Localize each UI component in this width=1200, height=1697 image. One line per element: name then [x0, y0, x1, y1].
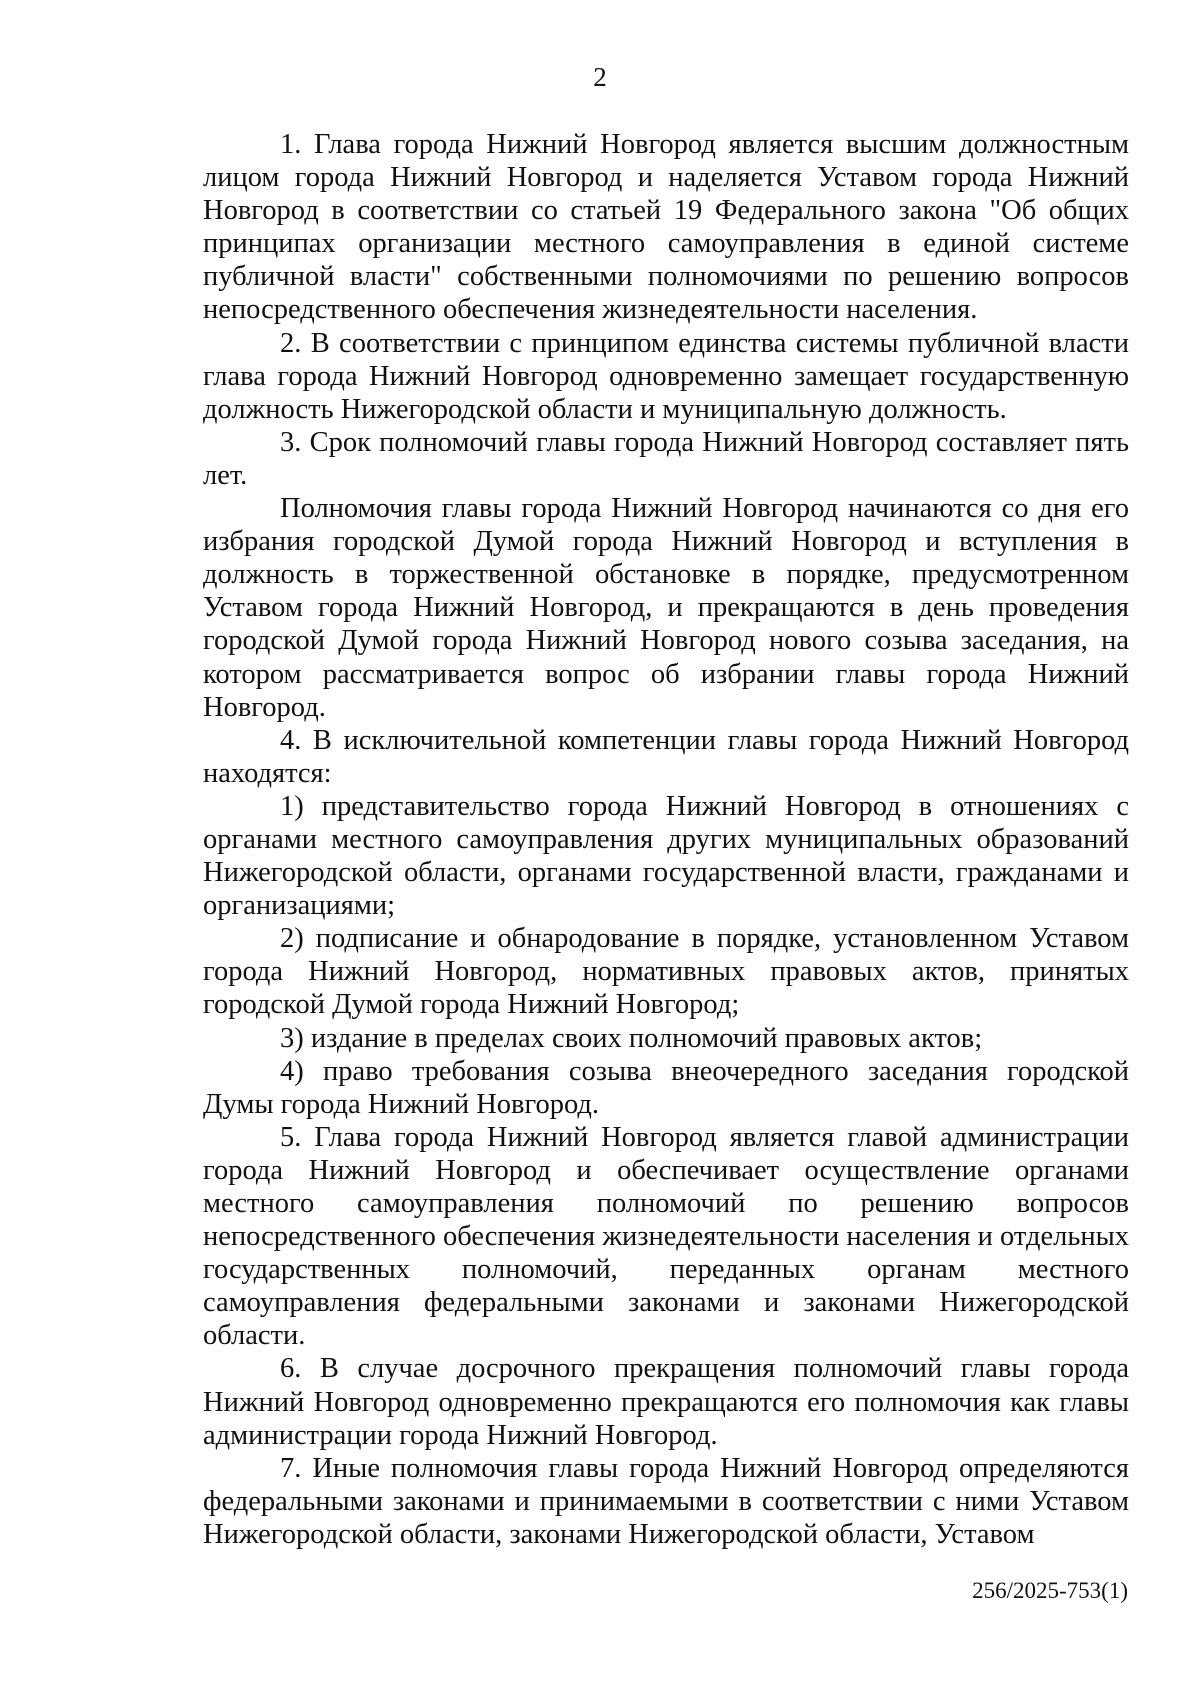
- paragraph-7: 7. Иные полномочия главы города Нижний Новгород определяются федеральными законами и принимаемыми в соответствии с ними Уставом Нижегородской области, законами Нижегородской области, Уставом: [203, 1452, 1129, 1550]
- list-item-1: 1) представительство города Нижний Новгород в отношениях с органами местного самоуправления других муниципальных образований Нижегородской области, органами государственной власти, гражданами и организациями;: [203, 790, 1129, 922]
- paragraph-3: 3. Срок полномочий главы города Нижний Новгород составляет пять лет.: [203, 426, 1129, 491]
- document-body: [203, 128, 1129, 1551]
- paragraph-2: 2. В соответствии с принципом единства системы публичной власти глава города Нижний Новгород одновременно замещает государственную должность Нижегородской области и муниципальную должность.: [203, 327, 1129, 425]
- page-number: 2: [593, 62, 607, 92]
- paragraph-1: 1. Глава города Нижний Новгород является высшим должностным лицом города Нижний Новгород и наделяется Уставом города Нижний Новгород в соответствии со статьей 19 Федерального закона "Об общих принципах организации местного самоуправления в единой системе публичной власти" собственными полномочиями по решению вопросов непосредственного обеспечения жизнедеятельности населения.: [203, 129, 1129, 326]
- document-code: 256/2025-753(1): [972, 1578, 1128, 1603]
- list-item-2: 2) подписание и обнародование в порядке, установленном Уставом города Нижний Новгород, нормативных правовых актов, принятых городской Думой города Нижний Новгород;: [203, 923, 1129, 1021]
- paragraph-4: 4. В исключительной компетенции главы города Нижний Новгород находятся:: [203, 724, 1129, 789]
- paragraph-5: 5. Глава города Нижний Новгород является главой администрации города Нижний Новгород и обеспечивает осуществление органами местного самоуправления полномочий по решению вопросов непосредственного обеспечения жизнедеятельности населения и отдельных государственных полномочий, переданных органам местного самоуправления федеральными законами и законами Нижегородской области.: [203, 1121, 1129, 1352]
- list-item-3: 3) издание в пределах своих полномочий правовых актов;: [280, 1022, 983, 1054]
- paragraph-3-continued: Полномочия главы города Нижний Новгород начинаются со дня его избрания городской Думой города Нижний Новгород и вступления в должность в торжественной обстановке в порядке, предусмотренном Уставом города Нижний Новгород, и прекращаются в день проведения городской Думой города Нижний Новгород нового созыва заседания, на котором рассматривается вопрос об избрании главы города Нижний Новгород.: [203, 493, 1129, 723]
- list-item-4: 4) право требования созыва внеочередного заседания городской Думы города Нижний Новгород.: [203, 1055, 1129, 1120]
- paragraph-6: 6. В случае досрочного прекращения полномочий главы города Нижний Новгород одновременно прекращаются его полномочия как главы администрации города Нижний Новгород.: [203, 1353, 1129, 1451]
